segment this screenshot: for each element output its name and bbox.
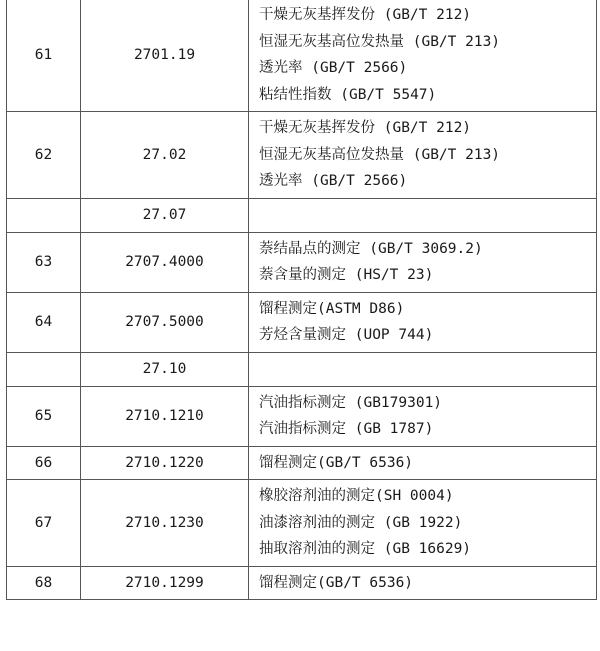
heading-blank-cell: [249, 352, 597, 386]
test-method: 恒湿无灰基高位发热量 (GB/T 213): [259, 33, 501, 50]
test-methods-cell: [249, 386, 597, 446]
test-method: 汽油指标测定 (GB179301): [259, 394, 443, 411]
section-heading-row: [7, 198, 597, 232]
row-number: 66: [7, 446, 81, 480]
test-method: 抽取溶剂油的测定 (GB 16629): [259, 541, 472, 557]
test-method: 芳烃含量测定 (UOP 744): [259, 327, 434, 343]
heading-blank-cell: [7, 352, 81, 386]
test-method: 粘结性指数 (GB/T 5547): [259, 86, 437, 103]
section-heading: 27.10: [81, 352, 249, 386]
test-method: 恒湿无灰基高位发热量 (GB/T 213): [259, 146, 501, 163]
test-method: 萘含量的测定 (HS/T 23): [259, 267, 434, 283]
test-methods-cell: [249, 566, 597, 600]
heading-blank-cell: [7, 198, 81, 232]
section-heading: 27.07: [81, 198, 249, 232]
test-methods-cell: [249, 112, 597, 199]
test-method: 馏程测定(GB/T 6536): [259, 454, 414, 471]
test-method: 透光率 (GB/T 2566): [259, 60, 408, 76]
tariff-code: 2707.5000: [81, 292, 249, 352]
tariff-code: 2710.1210: [81, 386, 249, 446]
row-number: 67: [7, 480, 81, 567]
tariff-code: 2710.1230: [81, 480, 249, 567]
test-method: 馏程测定(GB/T 6536): [259, 574, 414, 591]
section-heading-row: [7, 352, 597, 386]
row-number: 68: [7, 566, 81, 600]
row-number: 64: [7, 292, 81, 352]
test-methods-cell: [249, 446, 597, 480]
tariff-code: 2701.19: [81, 0, 249, 112]
table-row: [7, 112, 597, 199]
test-methods-cell: [249, 480, 597, 567]
row-number: 65: [7, 386, 81, 446]
tariff-code: 27.02: [81, 112, 249, 199]
table-row: [7, 480, 597, 567]
table-row: [7, 446, 597, 480]
tariff-code: 2710.1299: [81, 566, 249, 600]
table-row: [7, 232, 597, 292]
test-method: 干燥无灰基挥发份 (GB/T 212): [259, 120, 472, 136]
standards-table: [6, 0, 597, 600]
test-method: 干燥无灰基挥发份 (GB/T 212): [259, 7, 472, 23]
tariff-code: 2707.4000: [81, 232, 249, 292]
heading-blank-cell: [249, 198, 597, 232]
table-row: [7, 386, 597, 446]
table-body: [7, 0, 597, 600]
tariff-code: 2710.1220: [81, 446, 249, 480]
row-number: 61: [7, 0, 81, 112]
test-methods-cell: [249, 0, 597, 112]
test-method: 馏程测定(ASTM D86): [259, 300, 405, 317]
table-row: [7, 292, 597, 352]
test-method: 汽油指标测定 (GB 1787): [259, 421, 434, 437]
table-row: [7, 566, 597, 600]
row-number: 62: [7, 112, 81, 199]
table-row: [7, 0, 597, 112]
test-method: 透光率 (GB/T 2566): [259, 173, 408, 189]
test-methods-cell: [249, 232, 597, 292]
row-number: 63: [7, 232, 81, 292]
test-method: 油漆溶剂油的测定 (GB 1922): [259, 514, 463, 531]
test-method: 橡胶溶剂油的测定(SH 0004): [259, 488, 454, 504]
test-methods-cell: [249, 292, 597, 352]
test-method: 萘结晶点的测定 (GB/T 3069.2): [259, 240, 483, 257]
